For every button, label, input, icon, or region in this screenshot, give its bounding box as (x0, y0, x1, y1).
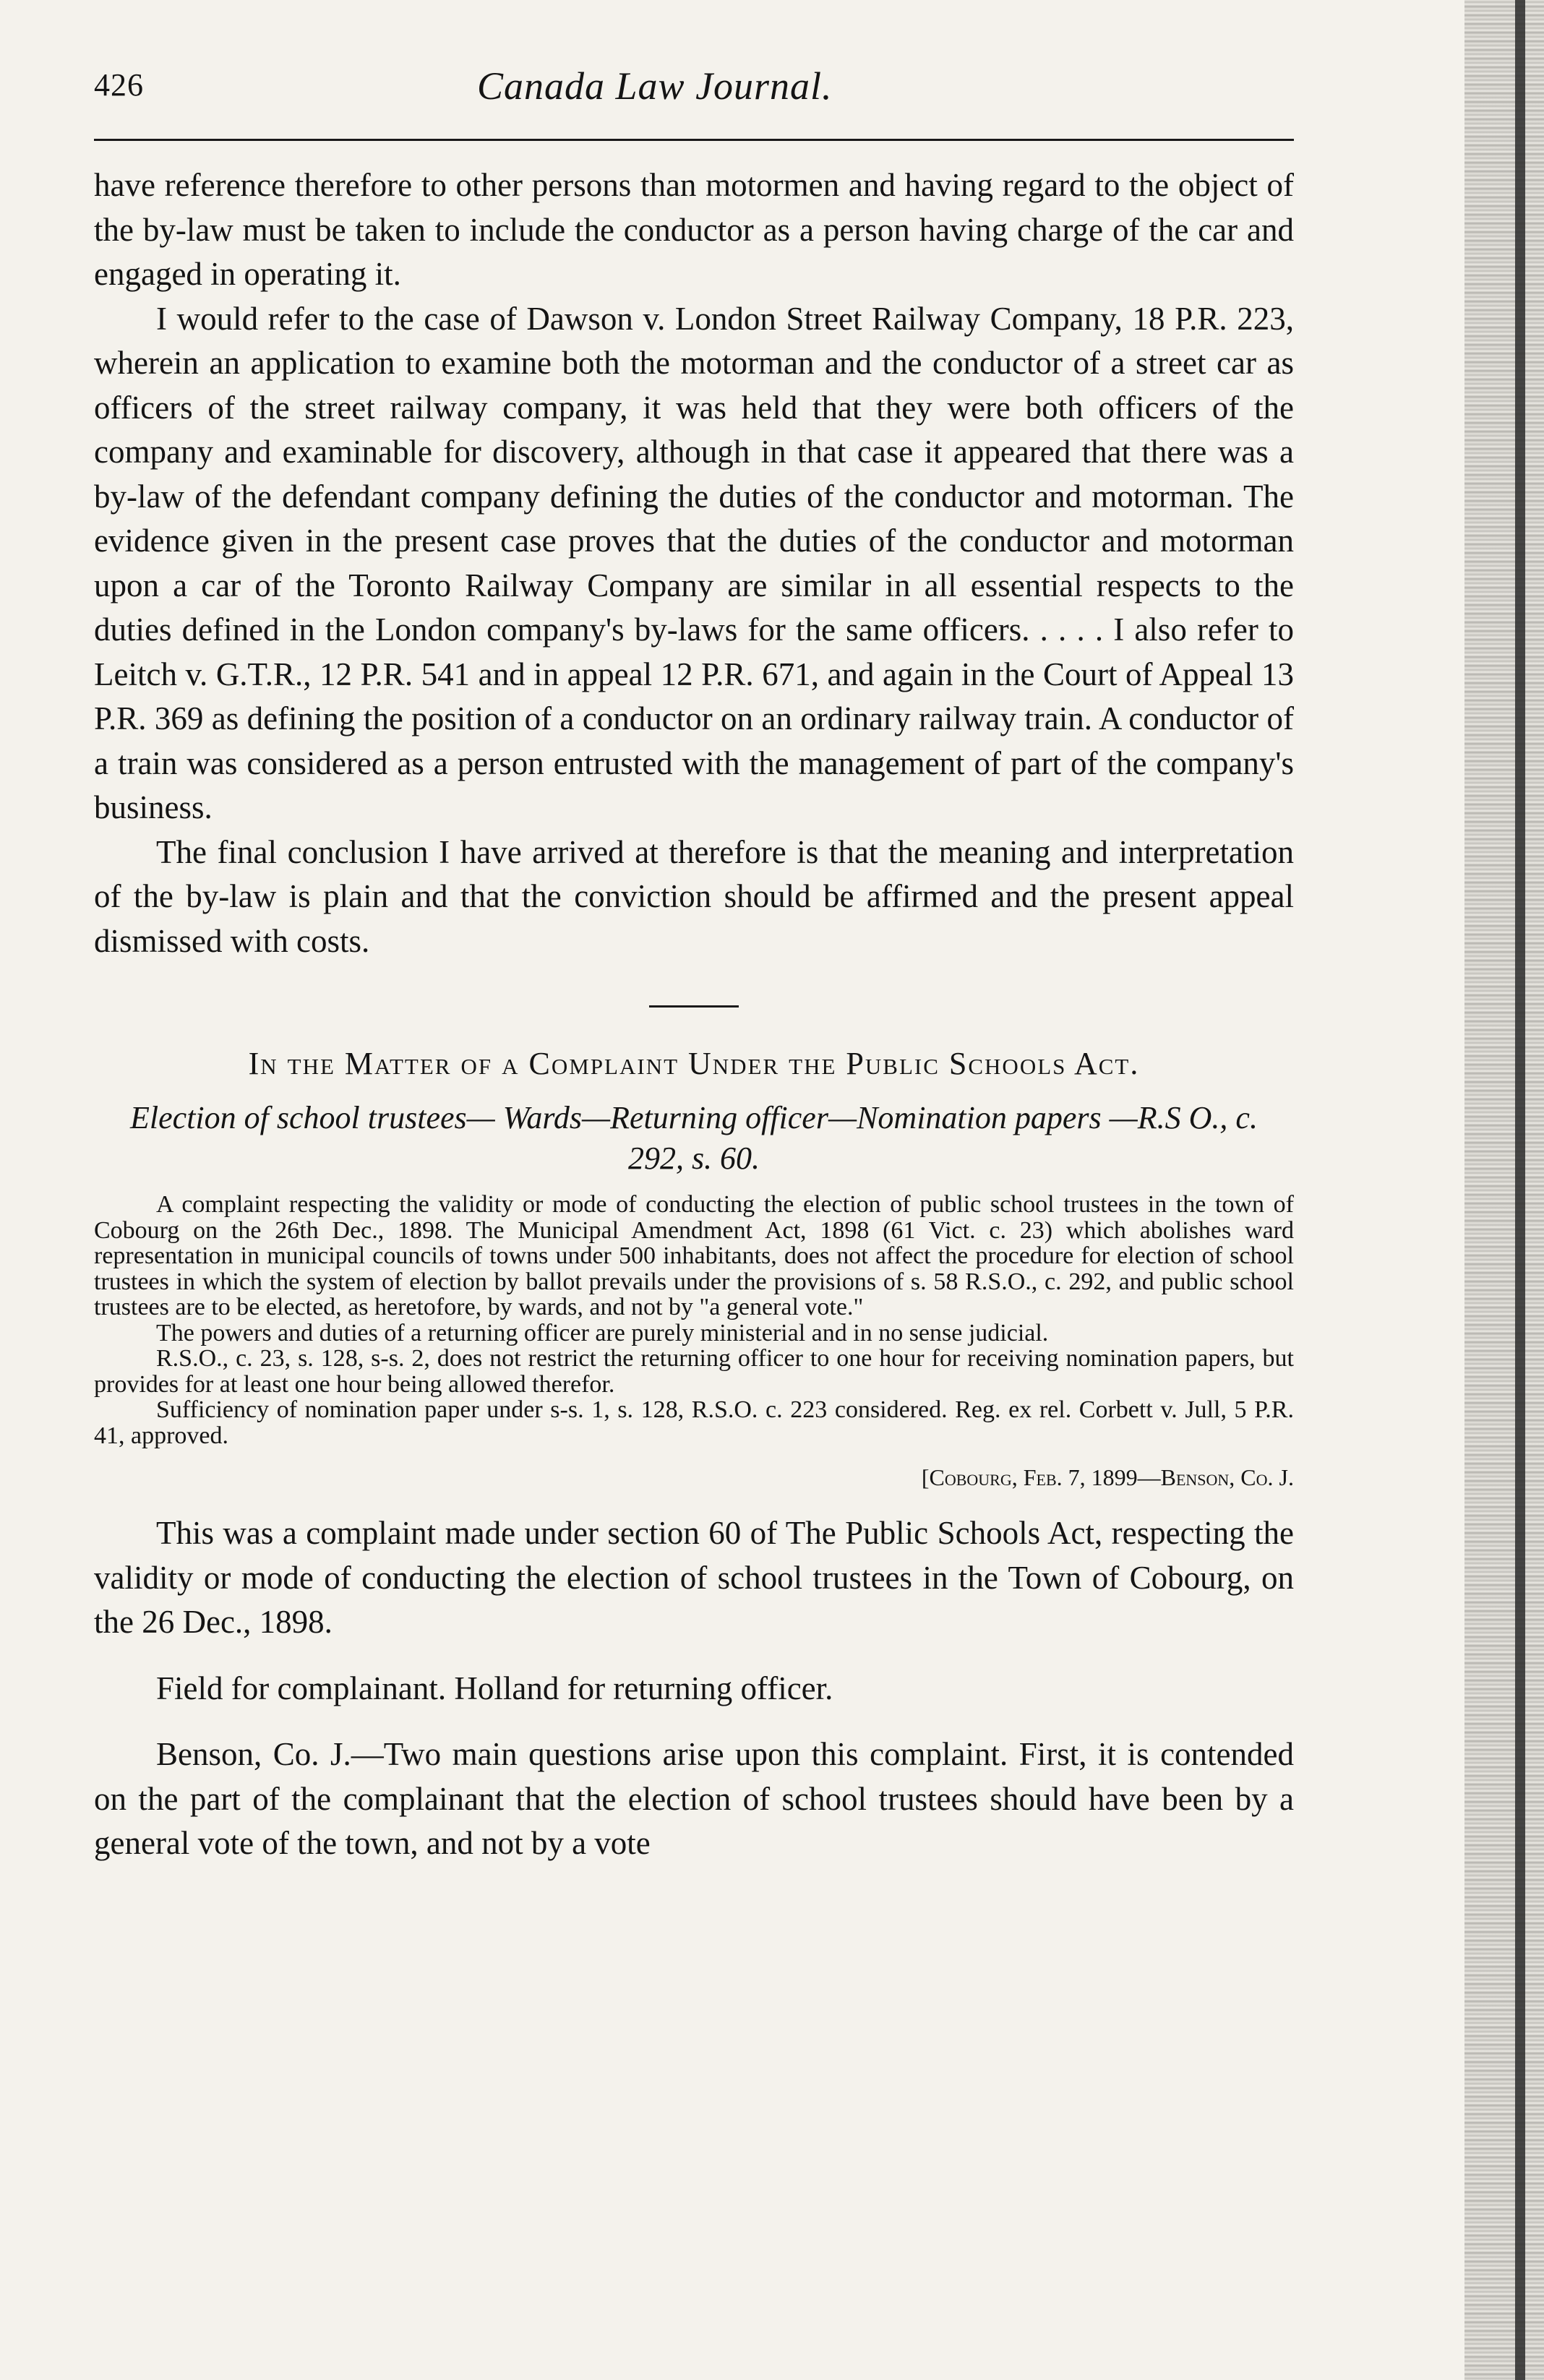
headnote-paragraph: The powers and duties of a returning officer are purely ministerial and in no sense judicial. (156, 1319, 1049, 1346)
case-subtitle: Election of school trustees— Wards—Returning officer—Nomination papers —R.S O., c. 292, s. 60. (130, 1100, 1258, 1176)
decision-body (94, 1511, 1294, 1866)
headnote-paragraph: Sufficiency of nomination paper under s-s. 1, s. 128, R.S.O. c. 223 considered. Reg. ex rel. Corbett v. Jull, 5 P.R. 41, approved. (94, 1396, 1294, 1449)
headnote-block (94, 1192, 1294, 1448)
decision-paragraph: This was a complaint made under section 60 of The Public Schools Act, respecting the validity or mode of conducting the election of school trustees in the Town of Cobourg, on the 26 Dec., 1898. (94, 1515, 1294, 1640)
page-body (94, 163, 1294, 1866)
header-rule (94, 139, 1294, 141)
page-edge-line (1515, 0, 1525, 2380)
paragraph-continuation: have reference therefore to other persons than motormen and having regard to the object of the by-law must be taken to include the conductor as a person having charge of the car and engaged in operating it. (94, 167, 1294, 292)
judgment-opening: Benson, Co. J.—Two main questions arise upon this complaint. First, it is contended on the part of the complainant that the election of school trustees should have been by a general vote of the town, and not by a vote (94, 1736, 1294, 1861)
paragraph-conclusion: The final conclusion I have arrived at therefore is that the meaning and interpretation of the by-law is plain and that the conviction should be affirmed and the present appeal dismissed with costs. (94, 833, 1294, 959)
running-title: Canada Law Journal. (477, 64, 833, 108)
headnote-paragraph: R.S.O., c. 23, s. 128, s-s. 2, does not restrict the returning officer to one hour for receiving nomination papers, but provides for at least one hour being allowed therefor. (94, 1345, 1294, 1398)
page-edge-shadow (1464, 0, 1544, 2380)
court-citation: [Cobourg, Feb. 7, 1899—Benson, Co. J. (921, 1464, 1294, 1490)
section-separator (649, 1005, 739, 1008)
counsel-line: Field for complainant. Holland for returning officer. (156, 1670, 833, 1706)
case-title: In the Matter of a Complaint Under the Public Schools Act. (248, 1046, 1140, 1081)
page-number: 426 (94, 67, 144, 103)
page-header (94, 66, 1294, 117)
paragraph-dawson-case: I would refer to the case of Dawson v. London Street Railway Company, 18 P.R. 223, wherein an application to examine both the motorman and the conductor of a street car as officers of the street railway company, it was held that they were both officers of the company and examinable for discovery, although in that case it appeared that there was a by-law of the defendant company defining the duties of the conductor and motorman. The evidence given in the present case proves that the duties of the conductor and motorman upon a car of the Toronto Railway Company are similar in all essential respects to the duties defined in the London company's by-laws for the same officers. . . . . I also refer to Leitch v. G.T.R., 12 P.R. 541 and in appeal 12 P.R. 671, and again in the Court of Appeal 13 P.R. 369 as defining the position of a conductor on an ordinary railway train. A conductor of a train was considered as a person entrusted with the management of part of the company's business. (94, 300, 1294, 825)
headnote-paragraph: A complaint respecting the validity or mode of conducting the election of public school trustees in the town of Cobourg on the 26th Dec., 1898. The Municipal Amendment Act, 1898 (61 Vict. c. 23) which abolishes ward representation in municipal councils of towns under 500 inhabitants, does not affect the procedure for election of school trustees in which the system of election by ballot prevails under the provisions of s. 58 R.S.O., c. 292, and public school trustees are to be elected, as heretofore, by wards, and not by "a general vote." (94, 1191, 1294, 1320)
